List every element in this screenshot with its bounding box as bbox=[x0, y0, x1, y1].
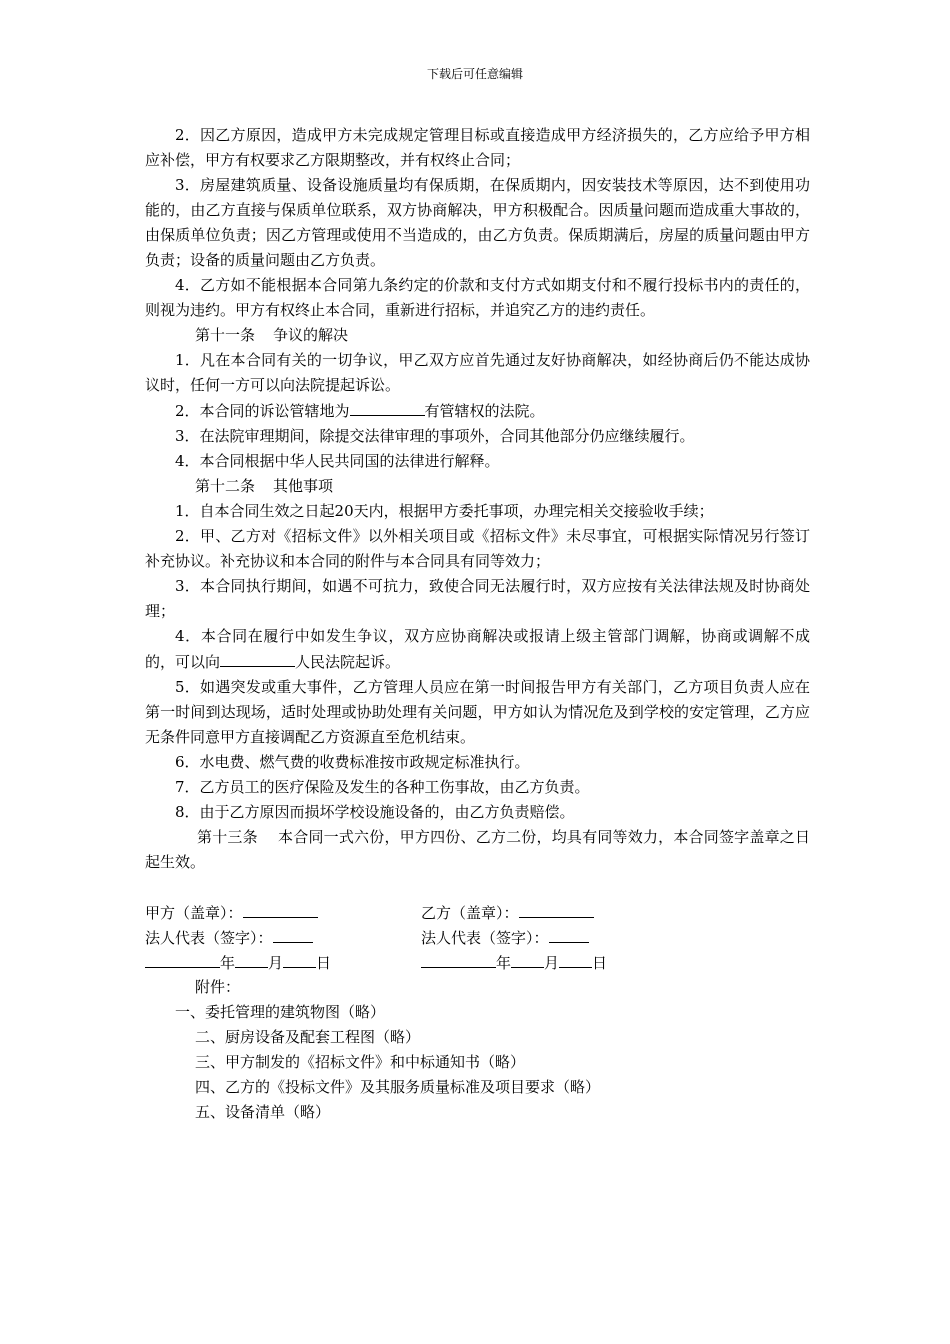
year-blank bbox=[145, 950, 220, 968]
article-12-clause-4 bbox=[145, 624, 810, 675]
article-12-clause-1: 1．自本合同生效之日起20天内，根据甲方委托事项，办理完相关交接验收手续； bbox=[175, 502, 714, 520]
party-b-rep-blank bbox=[549, 925, 589, 943]
article-11-clause-2 bbox=[145, 398, 810, 424]
month-label: 月 bbox=[544, 954, 560, 972]
signature-spacer bbox=[145, 875, 810, 900]
blank-line bbox=[350, 398, 425, 416]
article-12-number: 第十二条 bbox=[195, 477, 256, 495]
blank-line bbox=[220, 649, 295, 667]
article-11-clause-4: 4．本合同根据中华人民共同国的法律进行解释。 bbox=[175, 452, 500, 470]
article-13-number: 第十三条 bbox=[197, 828, 258, 846]
seal-row bbox=[145, 900, 810, 925]
day-label: 日 bbox=[316, 954, 332, 972]
article-11-number: 第十一条 bbox=[195, 326, 256, 344]
party-b-rep bbox=[421, 925, 589, 951]
clause-2: 2．因乙方原因，造成甲方未完成规定管理目标或直接造成甲方经济损失的，乙方应给予甲方相应补偿，甲方有权要求乙方限期整改，并有权终止合同； bbox=[145, 126, 810, 169]
annex-title: 附件： bbox=[195, 978, 241, 996]
page-header-note: 下载后可任意编辑 bbox=[426, 67, 523, 81]
date-row bbox=[145, 950, 810, 975]
party-a-rep bbox=[145, 925, 313, 951]
party-a-rep-label: 法人代表（签字）： bbox=[145, 929, 273, 947]
clause-4: 4．乙方如不能根据本合同第九条约定的价款和支付方式如期支付和不履行投标书内的责任的，则视为违约。甲方有权终止本合同，重新进行招标，并追究乙方的违约责任。 bbox=[145, 276, 810, 319]
article-12-clause-7: 7．乙方员工的医疗保险及发生的各种工伤事故，由乙方负责。 bbox=[175, 778, 590, 796]
party-b-date bbox=[421, 950, 607, 976]
article-11-title: 争议的解决 bbox=[273, 326, 349, 344]
annex-item: 三、甲方制发的《招标文件》和中标通知书（略） bbox=[195, 1053, 526, 1071]
party-b-seal bbox=[421, 900, 594, 926]
article-12-clause-8: 8．由于乙方原因而损坏学校设施设备的，由乙方负责赔偿。 bbox=[175, 803, 575, 821]
annex-item: 二、厨房设备及配套工程图（略） bbox=[195, 1028, 421, 1046]
party-a-seal-blank bbox=[243, 900, 318, 918]
article-12-clause-5: 5．如遇突发或重大事件，乙方管理人员应在第一时间报告甲方有关部门，乙方项目负责人应在第一时间到达现场，适时处理或协助处理有关问题，甲方如认为情况危及到学校的安定管理，乙方应无条件同意甲方直接调配乙方资源直至危机结束。 bbox=[145, 678, 810, 746]
year-label: 年 bbox=[496, 954, 512, 972]
article-12-clause-6: 6．水电费、燃气费的收费标准按市政规定标准执行。 bbox=[175, 753, 530, 771]
rep-row bbox=[145, 925, 810, 950]
clause-3: 3．房屋建筑质量、设备设施质量均有保质期，在保质期内，因安装技术等原因，达不到使用功能的，由乙方直接与保质单位联系，双方协商解决，甲方积极配合。因质量问题而造成重大事故的，由保质单位负责；因乙方管理或使用不当造成的，由乙方负责。保质期满后，房屋的质量问题由甲方负责；设备的质量问题由乙方负责。 bbox=[145, 176, 810, 269]
article-12-clause-2: 2．甲、乙方对《招标文件》以外相关项目或《招标文件》未尽事宜，可根据实际情况另行签订补充协议。补充协议和本合同的附件与本合同具有同等效力； bbox=[145, 527, 810, 570]
annex-item: 四、乙方的《投标文件》及其服务质量标准及项目要求（略） bbox=[195, 1078, 601, 1096]
clause-text: 人民法院起诉。 bbox=[295, 653, 401, 671]
day-blank bbox=[559, 950, 592, 968]
party-b-rep-label: 法人代表（签字）： bbox=[421, 929, 549, 947]
party-a-date bbox=[145, 950, 331, 976]
party-a-seal-label: 甲方（盖章）： bbox=[145, 904, 243, 922]
day-blank bbox=[283, 950, 316, 968]
year-blank bbox=[421, 950, 496, 968]
clause-text: 2．本合同的诉讼管辖地为 bbox=[175, 402, 350, 420]
party-b-seal-label: 乙方（盖章）： bbox=[421, 904, 519, 922]
party-a-seal bbox=[145, 900, 318, 926]
annex-item: 一、委托管理的建筑物图（略） bbox=[175, 1003, 386, 1021]
clause-text: 4．本合同在履行中如发生争议，双方应协商解决或报请上级主管部门调解，协商或调解不成的，可以向 bbox=[145, 627, 810, 671]
article-12-title: 其他事项 bbox=[273, 477, 334, 495]
month-label: 月 bbox=[268, 954, 284, 972]
article-12-clause-3: 3．本合同执行期间，如遇不可抗力，致使合同无法履行时，双方应按有关法律法规及时协商处理； bbox=[145, 577, 810, 620]
day-label: 日 bbox=[592, 954, 608, 972]
annex-item: 五、设备清单（略） bbox=[195, 1103, 331, 1121]
article-13-text: 本合同一式六份，甲方四份、乙方二份，均具有同等效力，本合同签字盖章之日起生效。 bbox=[145, 828, 810, 871]
article-11-clause-1: 1．凡在本合同有关的一切争议，甲乙双方应首先通过友好协商解决，如经协商后仍不能达成协议时，任何一方可以向法院提起诉讼。 bbox=[145, 351, 810, 394]
article-11-heading bbox=[145, 323, 810, 348]
article-11-clause-3: 3．在法院审理期间，除提交法律审理的事项外，合同其他部分仍应继续履行。 bbox=[175, 427, 695, 445]
year-label: 年 bbox=[220, 954, 236, 972]
month-blank bbox=[235, 950, 268, 968]
article-12-heading bbox=[145, 474, 810, 499]
article-13 bbox=[145, 825, 810, 875]
contract-body bbox=[145, 123, 810, 1125]
clause-text: 有管辖权的法院。 bbox=[424, 402, 545, 420]
party-a-rep-blank bbox=[273, 925, 313, 943]
month-blank bbox=[511, 950, 544, 968]
party-b-seal-blank bbox=[519, 900, 594, 918]
